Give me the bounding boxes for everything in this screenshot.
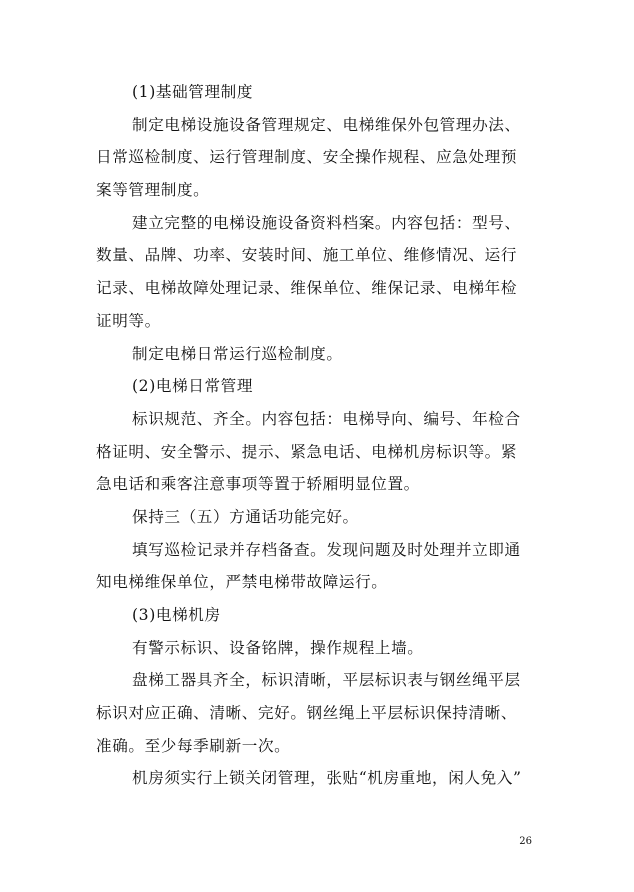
text-line: 记录、电梯故障处理记录、维保单位、维保记录、电梯年检 bbox=[96, 279, 518, 298]
text-line: 有警示标识、设备铭牌，操作规程上墙。 bbox=[132, 638, 424, 657]
text-line: 证明等。 bbox=[96, 311, 161, 330]
document-body bbox=[96, 76, 544, 795]
text-line: 案等管理制度。 bbox=[96, 181, 210, 200]
text-line: (1)基础管理制度 bbox=[132, 83, 254, 101]
text-line: 填写巡检记录并存档备查。发现问题及时处理并立即通 bbox=[132, 540, 521, 559]
text-line: 标识对应正确、清晰、完好。钢丝绳上平层标识保持清晰、 bbox=[96, 704, 518, 723]
text-line: 准确。至少每季刷新一次。 bbox=[96, 736, 291, 755]
text-line: 盘梯工器具齐全，标识清晰，平层标识表与钢丝绳平层 bbox=[132, 671, 521, 690]
text-line: (3)电梯机房 bbox=[132, 606, 221, 624]
page-number: 26 bbox=[519, 836, 532, 847]
text-line: 机房须实行上锁关闭管理，张贴“机房重地，闲人免入” bbox=[132, 769, 522, 788]
text-line: 日常巡检制度、运行管理制度、安全操作规程、应急处理预 bbox=[96, 148, 518, 167]
text-line: 制定电梯日常运行巡检制度。 bbox=[132, 344, 343, 363]
text-line: 制定电梯设施设备管理规定、电梯维保外包管理办法、 bbox=[132, 115, 521, 134]
text-line: 格证明、安全警示、提示、紧急电话、电梯机房标识等。紧 bbox=[96, 442, 518, 461]
text-line: (2)电梯日常管理 bbox=[132, 377, 254, 396]
text-line: 急电话和乘客注意事项等置于轿厢明显位置。 bbox=[96, 475, 420, 494]
text-line: 建立完整的电梯设施设备资料档案。内容包括：型号、 bbox=[132, 213, 521, 232]
text-line: 数量、品牌、功率、安装时间、施工单位、维修情况、运行 bbox=[96, 246, 518, 265]
text-line: 标识规范、齐全。内容包括：电梯导向、编号、年检合 bbox=[132, 409, 521, 428]
text-line: 保持三（五）方通话功能完好。 bbox=[132, 507, 359, 526]
text-line: 知电梯维保单位，严禁电梯带故障运行。 bbox=[96, 573, 388, 592]
